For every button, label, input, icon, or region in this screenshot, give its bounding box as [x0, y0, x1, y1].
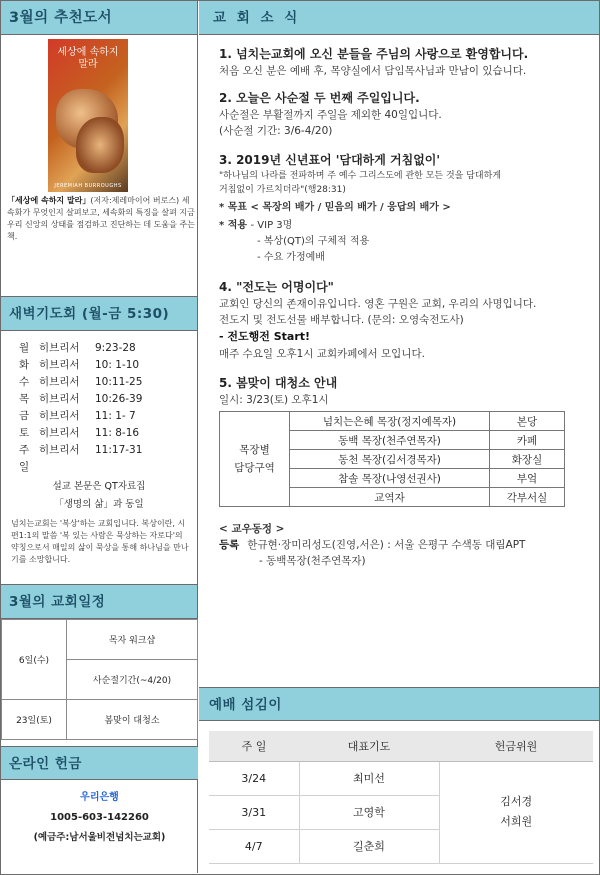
news-item-title: 1. 넘치는교회에 오신 분들을 주님의 사랑으로 환영합니다. [219, 47, 529, 61]
news-item-text: (사순절 기간: 3/6-4/20) [219, 125, 333, 137]
table-row: 3/31 고영학 [209, 795, 593, 829]
schedule-date: 6일(수) [2, 620, 67, 700]
schedule-event: 봄맞이 대청소 [67, 700, 198, 740]
dawn-prayer-title: 새벽기도회 (월-금 5:30) [1, 297, 197, 331]
worship-servants [199, 687, 599, 853]
offering-holder: (예금주:남서울비전넘치는교회) [33, 832, 166, 843]
dawn-row: 수 히브리서 10:11-25 [19, 376, 143, 388]
table-row: 동백 목장(천주연목자) 카페 [220, 431, 565, 450]
book-description-text: (저자:제레마이어 버로스) 세속화가 무엇인지 살펴보고, 세속화의 특징을 살펴 지금 우리 신앙의 상태를 점검하고 진단하는 데 도움을 주는 책. [7, 196, 195, 241]
book-cover-title: 세상에 속하지 말라 [57, 47, 119, 70]
motto-quote: "하나님의 나라를 전파하며 주 예수 그리스도에 관한 모든 것을 담대하게 [219, 171, 502, 181]
motto-apply-item: - 수요 가정예배 [257, 252, 325, 263]
news-item-text: 사순절은 부활절까지 주일을 제외한 40일입니다. [219, 109, 442, 121]
member-news-text: - 동백목장(천주연목자) [259, 555, 366, 567]
table-row [2, 700, 198, 740]
motto-apply-item: - 복상(QT)의 구체적 적용 [257, 236, 370, 247]
church-news [199, 35, 599, 569]
table-row: 4/7 길춘희 [209, 829, 593, 863]
dawn-row: 목 히브리서 10:26-39 [19, 393, 143, 405]
news-item-title: 5. 봄맞이 대청소 안내 [219, 376, 338, 390]
schedule-date: 23일(토) [2, 700, 67, 740]
motto-apply: * 적용 - VIP 3명 [219, 220, 293, 231]
table-row: 목장별 담당구역 넘치는은혜 목장(정지예목자) 본당 [220, 412, 565, 431]
left-column [1, 1, 198, 873]
book-recommendation [1, 35, 197, 297]
member-news [219, 521, 589, 569]
dawn-prayer-section [1, 331, 197, 584]
table-row [2, 620, 198, 660]
meditation-description: 넘치는교회는 '복상'하는 교회입니다. 복상이란, 시편1:1의 말씀 '복 있는 사람은 묵상하는 자로다'의 약칭으로서 매일의 삶이 묵상을 통해 하나님을 만나기를 소망합니다. [11, 519, 189, 564]
book-description-title: 「세상에 속하지 말라」 [7, 196, 91, 205]
news-item-text: 교회인 당신의 존재이유입니다. 영혼 구원은 교회, 우리의 사명입니다. [219, 298, 537, 310]
news-item-title: 3. 2019년 신년표어 '담대하게 거침없이' [219, 153, 441, 167]
schedule-table [1, 619, 198, 740]
dawn-reading-list [1, 331, 197, 476]
cleaning-time: 일시: 3/23(토) 오후1시 [219, 394, 329, 406]
dawn-row: 월 히브리서 9:23-28 [19, 342, 136, 354]
dawn-row: 화 히브리서 10: 1-10 [19, 359, 140, 371]
offering-details [1, 780, 198, 848]
table-row: 동천 목장(김서경목자) 화장실 [220, 450, 565, 469]
table-row: 교역자 각부서실 [220, 488, 565, 507]
dawn-row: 토 히브리서 11: 8-16 [19, 427, 140, 439]
schedule-title: 3월의 교회일정 [1, 585, 197, 619]
member-news-label: < 교우동정 > [219, 523, 285, 535]
member-news-text: 등록 한규현·장미리성도(진영,서은) : 서울 은평구 수색동 대림APT [219, 539, 526, 551]
dawn-row: 금 히브리서 11: 1- 7 [19, 410, 136, 422]
group-label: 목장별 담당구역 [220, 412, 290, 507]
news-title: 교 회 소 식 [199, 1, 599, 35]
dawn-row: 주일 히브리서 11:17-31 [19, 444, 143, 473]
news-item-text: 처음 오신 분은 예배 후, 목양실에서 담임목사님과 만남이 있습니다. [219, 65, 527, 77]
evangelism-start: - 전도행전 Start! [219, 330, 311, 343]
service-title: 예배 섬김이 [199, 687, 599, 721]
book-description [7, 195, 195, 243]
schedule-event: 목자 워크샵 [67, 620, 198, 660]
motto-quote: 거침없이 가르치더라"(행28:31) [219, 185, 346, 195]
book-cover-author: JEREMIAH BURROUGHS [54, 183, 122, 189]
book-section-title: 3월의 추천도서 [1, 1, 197, 35]
book-cover-image [48, 39, 128, 192]
schedule-event: 사순절기간(~4/20) [67, 660, 198, 700]
news-item-title: 4. "전도는 어명이다" [219, 280, 334, 294]
news-item-title: 2. 오늘은 사순절 두 번째 주일입니다. [219, 91, 420, 105]
offering-title: 온라인 헌금 [1, 746, 198, 780]
offering-account: 1005-603-142260 [50, 812, 149, 823]
sermon-source-note-1: 설교 본문은 QT자료집 [52, 481, 146, 492]
cleaning-area-table [219, 411, 565, 507]
online-offering [1, 746, 198, 848]
table-header-row: 주 일 대표기도 헌금위원 [209, 731, 593, 761]
right-column [199, 1, 599, 873]
offering-bank: 우리은행 [80, 792, 119, 803]
motto-goal: * 목표 < 목장의 배가 / 믿음의 배가 / 응답의 배가 > [219, 202, 451, 213]
table-row: 3/24 최미선 김서경 서희원 [209, 761, 593, 795]
church-schedule [1, 584, 197, 740]
offering-team: 김서경 서희원 [439, 761, 593, 863]
service-table [209, 731, 593, 864]
table-row: 참솔 목장(나영선권사) 부엌 [220, 469, 565, 488]
news-item-text: 전도지 및 전도선물 배부합니다. (문의: 오영숙전도사) [219, 314, 464, 326]
sermon-source-note-2: 「생명의 삶」과 동일 [54, 499, 144, 510]
news-item-text: 매주 수요일 오후1시 교회카페에서 모입니다. [219, 348, 425, 360]
